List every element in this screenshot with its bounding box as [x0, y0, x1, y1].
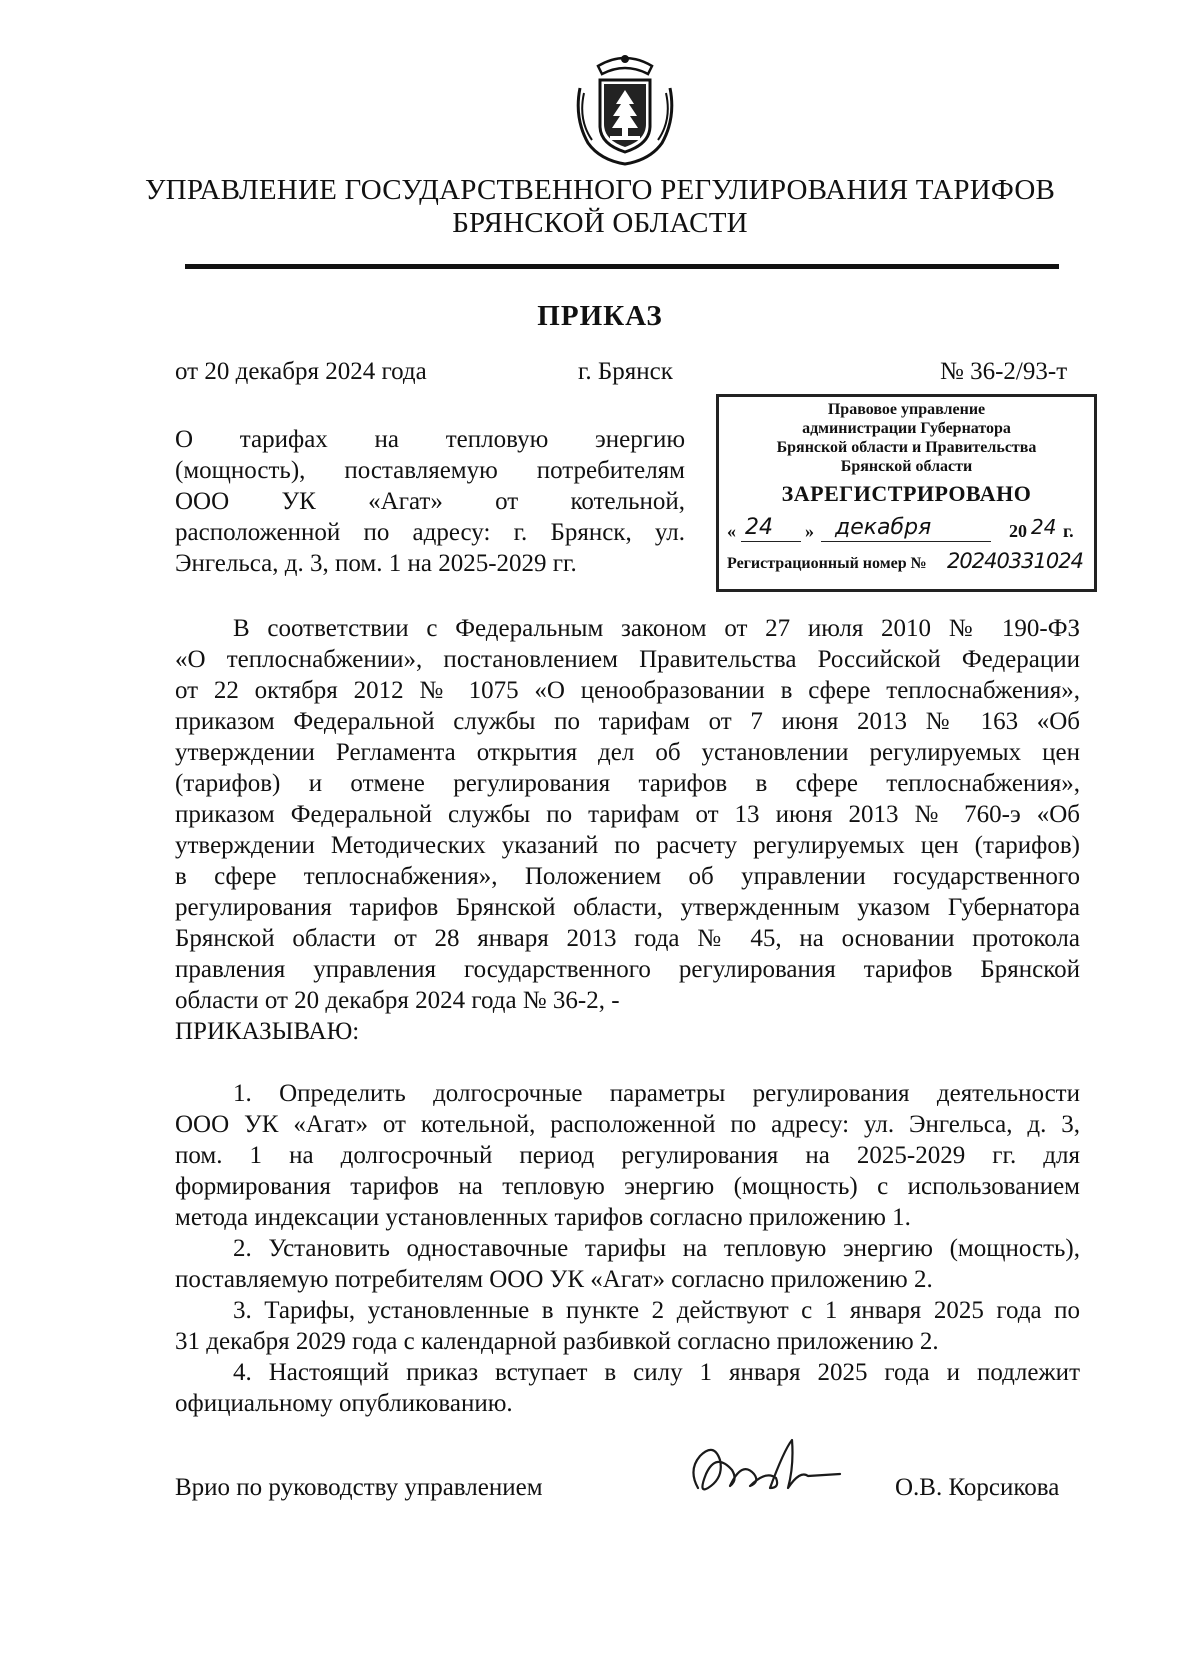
stamp-reg-label: Регистрационный номер № [727, 555, 927, 572]
signatory-name: О.В. Корсикова [895, 1474, 1060, 1501]
document-body [175, 613, 1080, 1419]
stamp-line: Брянской области [840, 458, 973, 475]
preamble-line: Брянской области от 28 января 2013 года № 45, на основании протокола [175, 925, 1080, 952]
preamble-line: регулирования тарифов Брянской области, утвержденным указом Губернатора [175, 894, 1080, 921]
header-divider [185, 264, 1059, 269]
order-item-1 [175, 1078, 1080, 1233]
stamp-year-suffix: 24 [1031, 515, 1057, 539]
item-line: 1. Определить долгосрочные параметры регулирования деятельности [233, 1080, 1080, 1107]
document-title: ПРИКАЗ [537, 300, 663, 332]
preamble-line: утверждении Регламента открытия дел об установлении регулируемых цен [175, 739, 1080, 766]
stamp-day: 24 [745, 515, 773, 540]
preamble-line: «О теплоснабжении», постановлением Правительства Российской Федерации [175, 646, 1080, 673]
document-city: г. Брянск [578, 358, 673, 385]
stamp-registered: ЗАРЕГИСТРИРОВАНО [781, 481, 1032, 506]
item-line: 3. Тарифы, установленные в пункте 2 действуют с 1 января 2025 года по [233, 1297, 1080, 1324]
order-item-4 [175, 1357, 1080, 1419]
preamble-line: правления управления государственного регулирования тарифов Брянской [175, 956, 1080, 983]
document-date: от 20 декабря 2024 года [175, 358, 427, 385]
preamble-line: утверждении Методических указаний по расчету регулируемых цен (тарифов) [175, 832, 1080, 859]
order-item-2 [175, 1233, 1080, 1295]
order-item-3 [175, 1295, 1080, 1357]
item-line: формирования тарифов на тепловую энергию (мощность) с использованием [175, 1173, 1080, 1200]
stamp-reg-number: 20240331024 [947, 549, 1083, 573]
preamble-line: В соответствии с Федеральным законом от 27 июля 2010 № 190-ФЗ [233, 615, 1080, 642]
stamp-line: Правовое управление [827, 401, 986, 418]
item-line: метода индексации установленных тарифов согласно приложению 1. [175, 1204, 911, 1231]
preamble [175, 613, 1080, 1016]
preamble-line: (тарифов) и отмене регулирования тарифов в сфере теплоснабжения», [175, 770, 1080, 797]
preamble-line: области от 20 декабря 2024 года № 36-2, - [175, 987, 620, 1014]
stamp-month: декабря [835, 515, 932, 540]
subject-line: ООО УК «Агат» от котельной, [175, 488, 685, 515]
stamp-line: администрации Губернатора [802, 420, 1011, 437]
item-line: 2. Установить одноставочные тарифы на тепловую энергию (мощность), [233, 1235, 1080, 1262]
subject-line: Энгельса, д. 3, пом. 1 на 2025-2029 гг. [175, 550, 577, 577]
signatory-position: Врио по руководству управлением [175, 1474, 543, 1501]
item-line: официальному опубликованию. [175, 1390, 513, 1417]
item-line: ООО УК «Агат» от котельной, расположенной по адресу: ул. Энгельса, д. 3, [175, 1111, 1080, 1138]
handwritten-signature [680, 1430, 850, 1510]
subject-line: О тарифах на тепловую энергию [175, 426, 685, 453]
agency-name-line1: УПРАВЛЕНИЕ ГОСУДАРСТВЕННОГО РЕГУЛИРОВАНИЯ ТАРИФОВ [144, 174, 1056, 206]
agency-name-line2: БРЯНСКОЙ ОБЛАСТИ [452, 207, 748, 239]
document-number: № 36-2/93-т [940, 358, 1068, 385]
order-word: ПРИКАЗЫВАЮ: [175, 1018, 360, 1045]
subject-line: (мощность), поставляемую потребителям [175, 457, 685, 484]
item-line: 4. Настоящий приказ вступает в силу 1 января 2025 года и подлежит [233, 1359, 1080, 1386]
preamble-line: в сфере теплоснабжения», Положением об управлении государственного [175, 863, 1080, 890]
subject-line: расположенной по адресу: г. Брянск, ул. [175, 519, 685, 546]
stamp-year-prefix: 20 [1009, 521, 1027, 541]
stamp-line: Брянской области и Правительства [776, 439, 1037, 456]
stamp-year-unit: г. [1063, 521, 1074, 541]
preamble-line: от 22 октября 2012 № 1075 «О ценообразовании в сфере теплоснабжения», [175, 677, 1080, 704]
item-line: 31 декабря 2029 года с календарной разбивкой согласно приложению 2. [175, 1328, 939, 1355]
registration-stamp [716, 394, 1097, 592]
document-subject [175, 424, 685, 579]
coat-of-arms-emblem [570, 48, 680, 168]
preamble-line: приказом Федеральной службы по тарифам от 13 июня 2013 № 760-э «Об [175, 801, 1080, 828]
item-line: пом. 1 на долгосрочный период регулирования на 2025-2029 гг. для [175, 1142, 1080, 1169]
item-line: поставляемую потребителям ООО УК «Агат» согласно приложению 2. [175, 1266, 933, 1293]
stamp-date-row: « 24 » декабря 20 24 г. [727, 515, 1074, 541]
preamble-line: приказом Федеральной службы по тарифам от 7 июня 2013 № 163 «Об [175, 708, 1080, 735]
